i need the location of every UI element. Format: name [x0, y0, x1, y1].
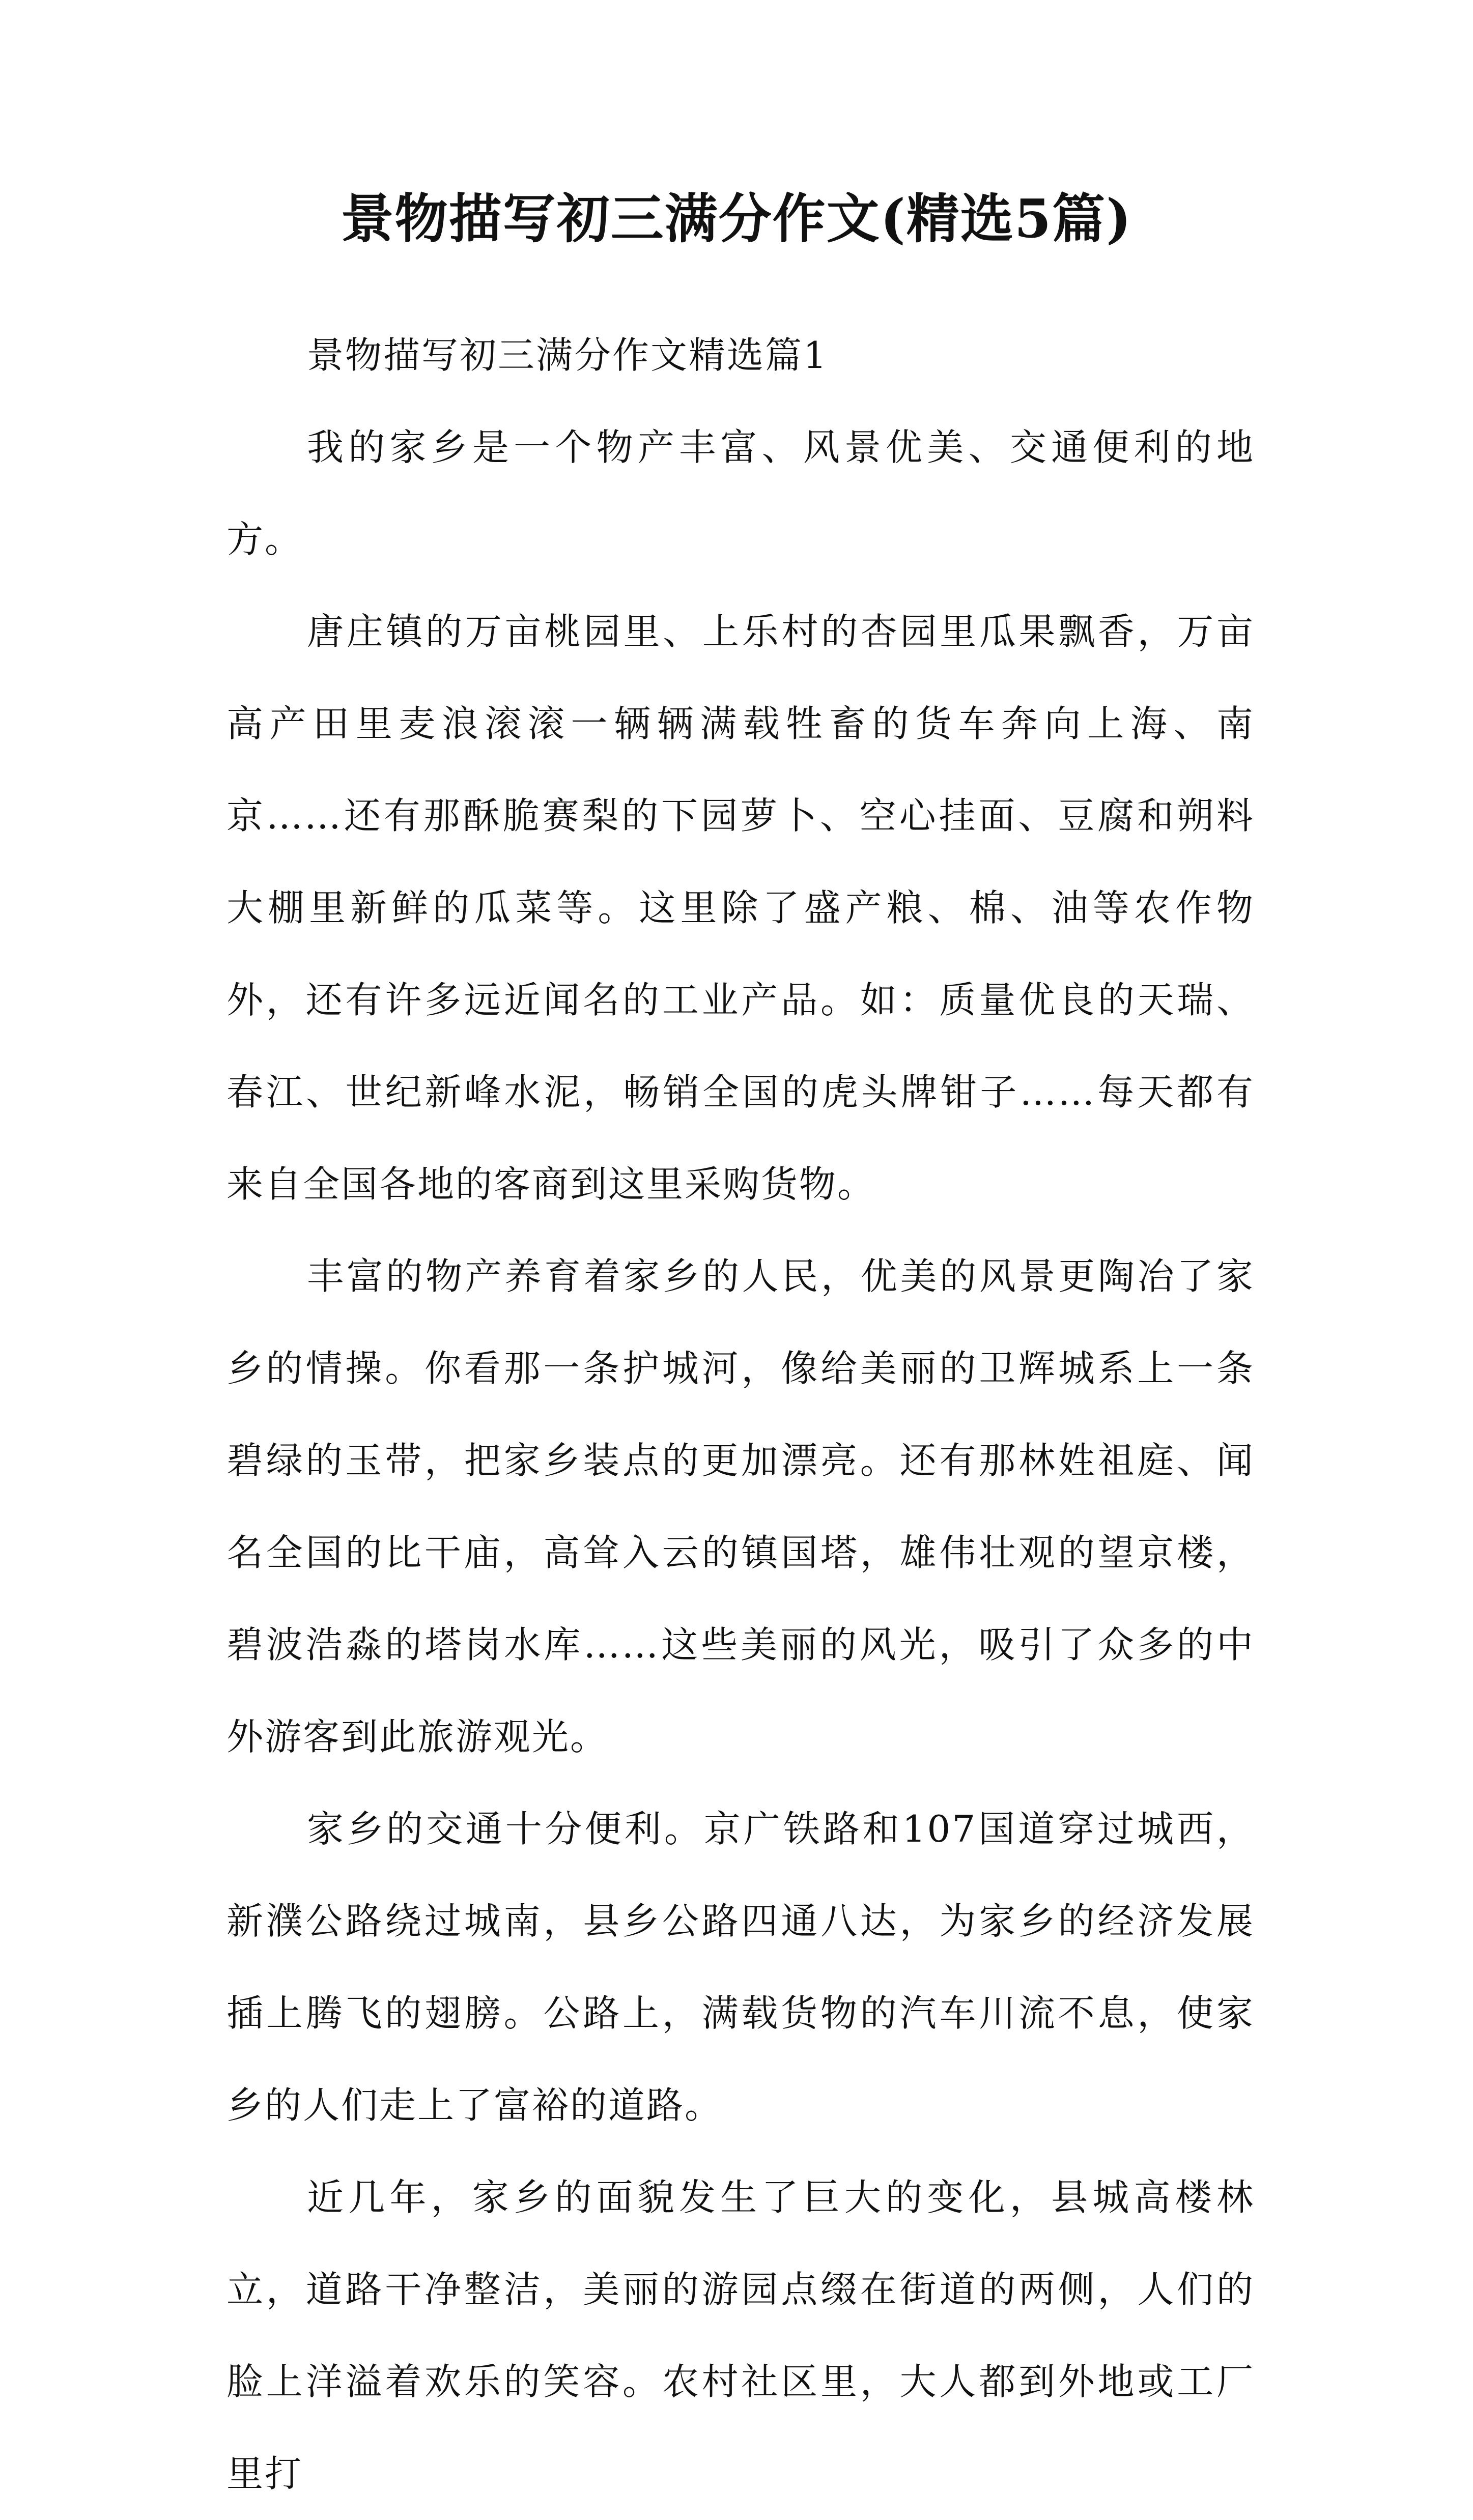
paragraph: 丰富的物产养育着家乡的人民，优美的风景更陶冶了家乡的情操。你看那一条护城河，像给美丽的卫辉城系上一条碧绿的玉带，把家乡装点的更加漂亮。还有那林姓祖庭、闻名全国的比干庙，高耸入云的镇国塔，雄伟壮观的望京楼，碧波浩淼的塔岗水库……这些美丽的风光，吸引了众多的中外游客到此旅游观光。 [226, 1255, 1255, 1758]
document-body [226, 309, 1255, 2520]
paragraph: 家乡的交通十分便利。京广铁路和107国道穿过城西，新濮公路绕过城南，县乡公路四通八达，为家乡的经济发展插上腾飞的翅膀。公路上，满载货物的汽车川流不息，使家乡的人们走上了富裕的道路。 [226, 1808, 1255, 2127]
paragraph: 近几年，家乡的面貌发生了巨大的变化，县城高楼林立，道路干净整洁，美丽的游园点缀在街道的两侧，人们的脸上洋溢着欢乐的笑容。农村社区里，大人都到外地或工厂里打 [226, 2176, 1255, 2495]
paragraph: 我的家乡是一个物产丰富、风景优美、交通便利的地方。 [226, 426, 1255, 561]
document-title: 景物描写初三满分作文(精选5篇) [341, 187, 1132, 250]
paragraph: 唐庄镇的万亩桃园里、上乐村的杏园里瓜果飘香，万亩高产田里麦浪滚滚一辆辆满载牲畜的货车奔向上海、南京……还有那酥脆赛梨的下园萝卜、空心挂面、豆腐和朔料大棚里新鲜的瓜菜等。这里除了盛产粮、棉、油等农作物外，还有许多远近闻名的工业产品。如：质量优良的天瑞、春江、世纪新峰水泥，畅销全国的虎头牌钳子……每天都有来自全国各地的客商到这里采购货物。 [226, 610, 1255, 1206]
section-heading: 景物描写初三满分作文精选篇1 [307, 334, 828, 377]
